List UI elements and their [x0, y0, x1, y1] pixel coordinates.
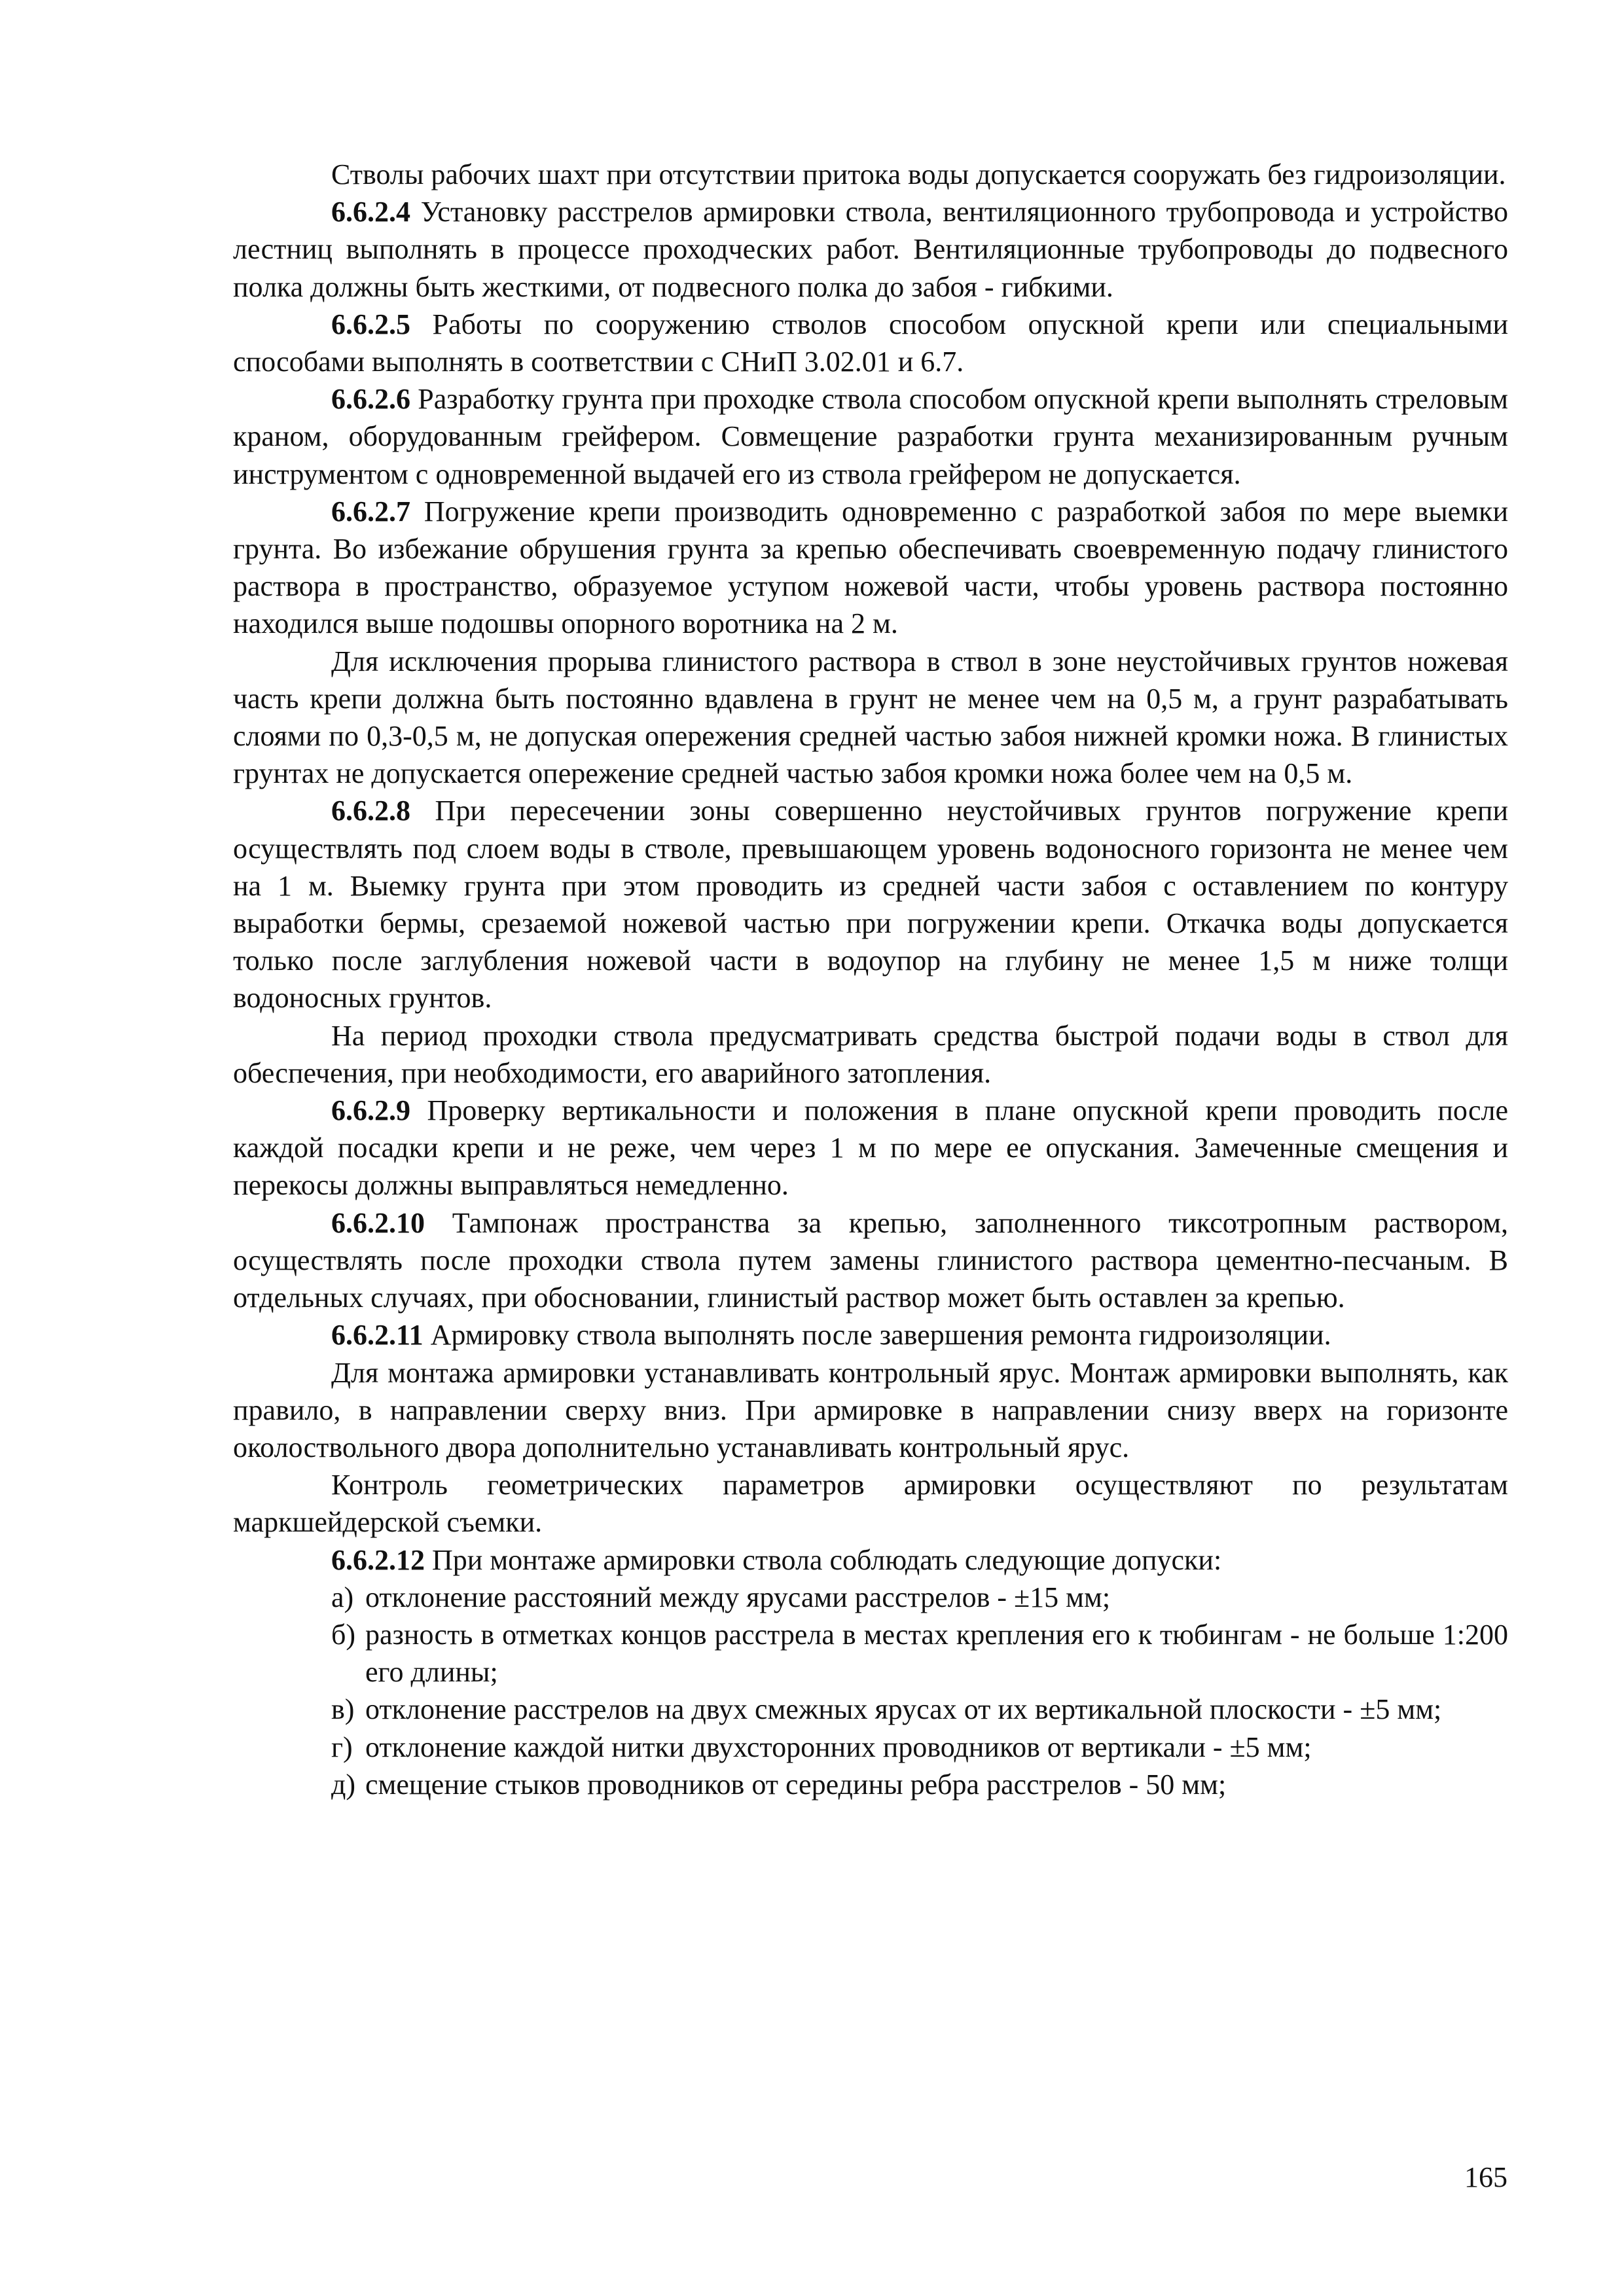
clause-number: 6.6.2.7 [331, 495, 410, 528]
list-item: б) разность в отметках концов расстрела в местах крепления его к тюбингам - не больше 1:200 его длины; [233, 1616, 1508, 1691]
list-item: г) отклонение каждой нитки двухсторонних проводников от вертикали - ±5 мм; [233, 1729, 1508, 1766]
clause-number: 6.6.2.8 [331, 795, 410, 827]
list-item: в) отклонение расстрелов на двух смежных ярусах от их вертикальной плоскости - ±5 мм; [233, 1691, 1508, 1728]
paragraph: Для монтажа армировки устанавливать контрольный ярус. Монтаж армировки выполнять, как правило, в направлении сверху вниз. При армировке в направлении снизу вверх на горизонте околоствольного двора дополнительно устанавливать контрольный ярус. [233, 1356, 1508, 1463]
paragraph: 6.6.2.9 Проверку вертикальности и положения в плане опускной крепи проводить после каждой посадки крепи и не реже, чем через 1 м по мере ее опускания. Замеченные смещения и перекосы должны выправляться немедленно. [233, 1094, 1508, 1202]
paragraph: 6.6.2.8 При пересечении зоны совершенно неустойчивых грунтов погружение крепи осуществлять под слоем воды в стволе, превышающем уровень водоносного горизонта не менее чем на 1 м. Выемку грунта при этом проводить из средней части забоя с оставлением по контуру выработки бермы, срезаемой ножевой частью при погружении крепи. Откачка воды допускается только после заглубления ножевой части в водоупор на глубину не менее 1,5 м ниже толщи водоносных грунтов. [233, 795, 1508, 1014]
clause-number: 6.6.2.6 [331, 383, 410, 416]
list-item: а) отклонение расстояний между ярусами расстрелов - ±15 мм; [233, 1579, 1508, 1616]
list-marker: г) [331, 1731, 353, 1763]
page-number: 165 [1464, 2161, 1507, 2193]
paragraph: 6.6.2.12 При монтаже армировки ствола соблюдать следующие допуски: [331, 1543, 1222, 1576]
paragraph: 6.6.2.5 Работы по сооружению стволов способом опускной крепи или специальными способами выполнять в соответствии с СНиП 3.02.01 и 6.7. [233, 308, 1508, 378]
paragraph: 6.6.2.6 Разработку грунта при проходке ствола способом опускной крепи выполнять стреловым краном, оборудованным грейфером. Совмещение разработки грунта механизированным ручным инструментом с одновременной выдачей его из ствола грейфером не допускается. [233, 383, 1508, 490]
clause-number: 6.6.2.12 [331, 1543, 425, 1576]
list-marker: б) [331, 1618, 356, 1651]
paragraph: 6.6.2.4 Установку расстрелов армировки ствола, вентиляционного трубопровода и устройство лестниц выполнять в процессе проходческих работ. Вентиляционные трубопроводы до подвесного полка должны быть жесткими, от подвесного полка до забоя - гибкими. [233, 196, 1508, 303]
clause-number: 6.6.2.4 [331, 196, 410, 228]
paragraph: 6.6.2.11 Армировку ствола выполнять после завершения ремонта гидроизоляции. [331, 1319, 1331, 1352]
paragraph: Для исключения прорыва глинистого раствора в ствол в зоне неустойчивых грунтов ножевая часть крепи должна быть постоянно вдавлена в грунт не менее чем на 0,5 м, а грунт разрабатывать слоями по 0,3-0,5 м, не допуская опережения средней частью забоя нижней кромки ножа. В глинистых грунтах не допускается опережение средней частью забоя кромки ножа более чем на 0,5 м. [233, 645, 1508, 790]
list-item: д) смещение стыков проводников от середины ребра расстрелов - 50 мм; [233, 1766, 1508, 1803]
paragraph: На период проходки ствола предусматривать средства быстрой подачи воды в ствол для обеспечения, при необходимости, его аварийного затопления. [233, 1019, 1508, 1089]
list-marker: а) [331, 1581, 354, 1613]
list-marker: в) [331, 1693, 355, 1726]
document-body [233, 156, 1508, 1803]
tolerance-list [233, 1579, 1508, 1803]
paragraph: Стволы рабочих шахт при отсутствии притока воды допускается сооружать без гидроизоляции. [331, 158, 1506, 190]
paragraph: 6.6.2.10 Тампонаж пространства за крепью, заполненного тиксотропным раствором, осуществлять после проходки ствола путем замены глинистого раствора цементно-песчаным. В отдельных случаях, при обосновании, глинистый раствор может быть оставлен за крепью. [233, 1206, 1508, 1314]
clause-number: 6.6.2.9 [331, 1094, 410, 1127]
clause-number: 6.6.2.11 [331, 1319, 424, 1352]
paragraph: 6.6.2.7 Погружение крепи производить одновременно с разработкой забоя по мере выемки грунта. Во избежание обрушения грунта за крепью обеспечивать своевременную подачу глинистого раствора в пространство, образуемое уступом ножевой части, чтобы уровень раствора постоянно находился выше подошвы опорного воротника на 2 м. [233, 495, 1508, 640]
clause-number: 6.6.2.5 [331, 308, 410, 340]
clause-number: 6.6.2.10 [331, 1206, 425, 1239]
list-marker: д) [331, 1768, 356, 1801]
paragraph: Контроль геометрических параметров армировки осуществляют по результатам маркшейдерской съемки. [233, 1469, 1508, 1539]
